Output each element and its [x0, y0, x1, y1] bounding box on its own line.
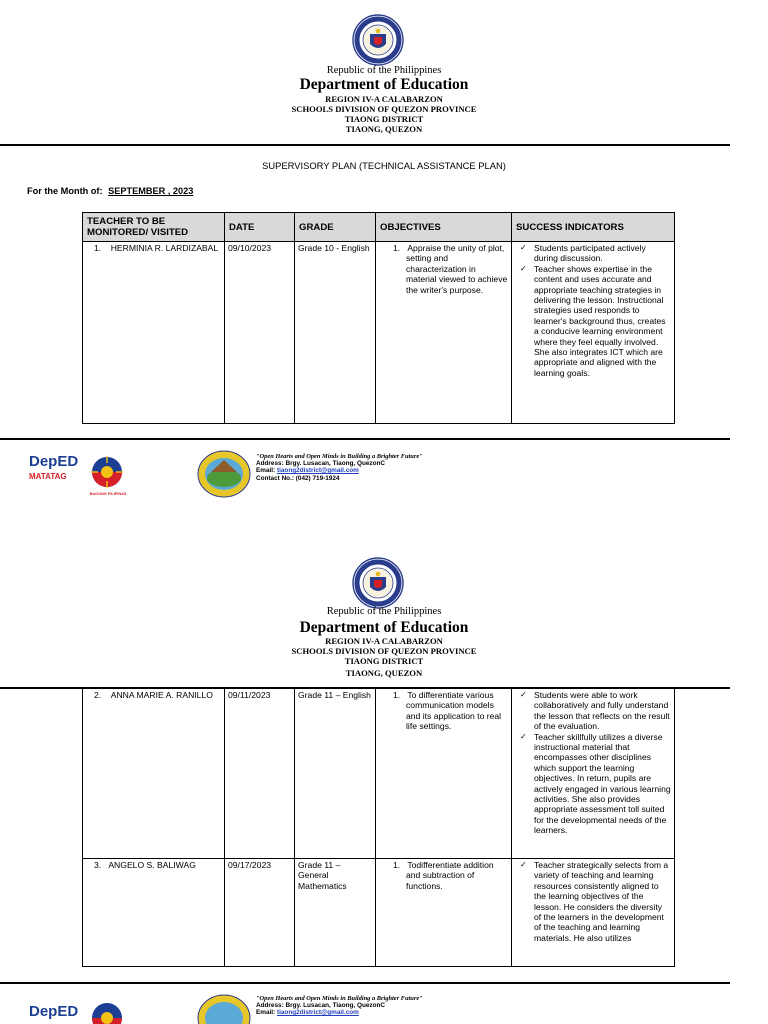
location-text: TIAONG, QUEZON — [345, 668, 423, 678]
table-row — [83, 859, 675, 967]
indicators-cell — [512, 859, 675, 967]
region-text: REGION IV-A CALABARZON — [325, 94, 443, 104]
republic-text: Republic of the Philippines — [326, 606, 442, 617]
deped-seal-icon — [352, 14, 404, 66]
republic-text: Republic of the Philippines — [326, 65, 442, 76]
email-label: Email: — [256, 467, 276, 475]
success-indicator: ✓ Teacher skillfully utilizes a diverse instructional material that encompasses other disciplines which support the learning objectives. In return, pupils are actively engaged in various learning activities. She also provides appropriate assessment toll suited for the developmental needs of the learners. — [520, 732, 671, 836]
footer-divider — [0, 982, 730, 984]
date-cell: 09/11/2023 — [225, 689, 295, 859]
grade-cell: Grade 11 – General Mathematics — [295, 859, 376, 967]
deped-seal-icon — [352, 557, 404, 609]
district-text: TIAONG DISTRICT — [344, 656, 424, 666]
deped-logo-text: DepED — [29, 1003, 79, 1020]
month-label: For the Month of: — [27, 186, 103, 196]
matatag-text: MATATAG — [29, 472, 67, 481]
teacher-cell: 2. ANNA MARIE A. RANILLO — [83, 689, 225, 859]
header-divider — [0, 144, 730, 146]
district-text: TIAONG DISTRICT — [344, 114, 424, 124]
grade-cell: Grade 11 – English — [295, 689, 376, 859]
supervisory-plan-table — [82, 212, 675, 424]
indicators-cell — [512, 689, 675, 859]
table-row — [83, 242, 675, 424]
objective-cell: 1. To differentiate various communication models and its application to real life settings. — [376, 689, 512, 859]
objective-cell: 1. Todifferentiate addition and subtraction of functions. — [376, 859, 512, 967]
col-header-objectives: OBJECTIVES — [376, 213, 512, 242]
date-cell: 09/17/2023 — [225, 859, 295, 967]
bagong-pilipinas-logo — [84, 998, 130, 1024]
plan-title: SUPERVISORY PLAN (TECHNICAL ASSISTANCE PLAN) — [262, 160, 506, 171]
col-header-grade: GRADE — [295, 213, 376, 242]
objective-cell: 1. Appraise the unity of plot, setting and characterization in material viewed to achieve the writer's purpose. — [376, 242, 512, 424]
bagong-pilipinas-text: BAGONG PILIPINAS — [89, 492, 127, 496]
department-title: Department of Education — [299, 76, 469, 93]
success-indicator: ✓ Teacher strategically selects from a variety of teaching and learning resources consistently aligned to the learning objectives of the lesson. He considers the diversity of the learners in the development of the teaching and learning materials. He also utilizes — [520, 860, 671, 943]
footer-divider — [0, 438, 730, 440]
deped-matatag-logo — [29, 454, 79, 481]
indicators-cell — [512, 242, 675, 424]
month-line — [27, 186, 193, 196]
date-cell: 09/10/2023 — [225, 242, 295, 424]
success-indicator: ✓ Teacher shows expertise in the content and uses accurate and appropriate teaching strategies in delivering the lesson. Instructional strategies used responds to learner's background thus, creates a conducive learning environment where they feel equally involved. She also integrates ICT which are appropriate and aligned with the learning goals. — [520, 264, 671, 378]
tiaong-district-seal-icon — [197, 994, 251, 1024]
deped-logo-text: DepED — [29, 453, 79, 470]
email-label: Email: — [256, 1009, 276, 1017]
division-text: SCHOOLS DIVISION OF QUEZON PROVINCE — [291, 646, 477, 656]
email-link[interactable]: tiaong2district@gmail.com — [276, 1009, 359, 1017]
division-text: SCHOOLS DIVISION OF QUEZON PROVINCE — [291, 104, 477, 114]
address-text: Address: Brgy. Lusacan, Tiaong, QuezonC — [256, 460, 386, 468]
footer-contact-block — [256, 453, 516, 482]
success-indicator: ✓ Students participated actively during discussion. — [520, 243, 671, 264]
location-text: TIAONG, QUEZON — [345, 124, 423, 134]
month-value: SEPTEMBER , 2023 — [108, 186, 194, 196]
email-line — [256, 467, 516, 474]
contact-text: Contact No.: (042) 719-1924 — [256, 474, 340, 482]
col-header-date: DATE — [225, 213, 295, 242]
deped-matatag-logo — [29, 1004, 79, 1020]
email-line — [256, 1009, 516, 1016]
motto-text: "Open Hearts and Open Minds in Building a Brighter Future" — [256, 995, 423, 1002]
grade-cell: Grade 10 - English — [295, 242, 376, 424]
teacher-cell: 3. ANGELO S. BALIWAG — [83, 859, 225, 967]
supervisory-plan-table-continued — [82, 688, 675, 967]
motto-text: "Open Hearts and Open Minds in Building a Brighter Future" — [256, 453, 423, 460]
tiaong-district-seal-icon — [197, 450, 251, 498]
teacher-cell: 1. HERMINIA R. LARDIZABAL — [83, 242, 225, 424]
col-header-teacher: TEACHER TO BE MONITORED/ VISITED — [83, 213, 225, 242]
footer-contact-block — [256, 995, 516, 1017]
table-header-row — [83, 213, 675, 242]
success-indicator: ✓ Students were able to work collaboratively and fully understand the lesson that reflects on the result of the evaluation. — [520, 690, 671, 732]
region-text: REGION IV-A CALABARZON — [325, 636, 443, 646]
table-row — [83, 689, 675, 859]
department-title: Department of Education — [299, 619, 469, 636]
address-text: Address: Brgy. Lusacan, Tiaong, QuezonC — [256, 1002, 386, 1010]
email-link[interactable]: tiaong2district@gmail.com — [276, 467, 359, 475]
col-header-success-indicators: SUCCESS INDICATORS — [512, 213, 675, 242]
